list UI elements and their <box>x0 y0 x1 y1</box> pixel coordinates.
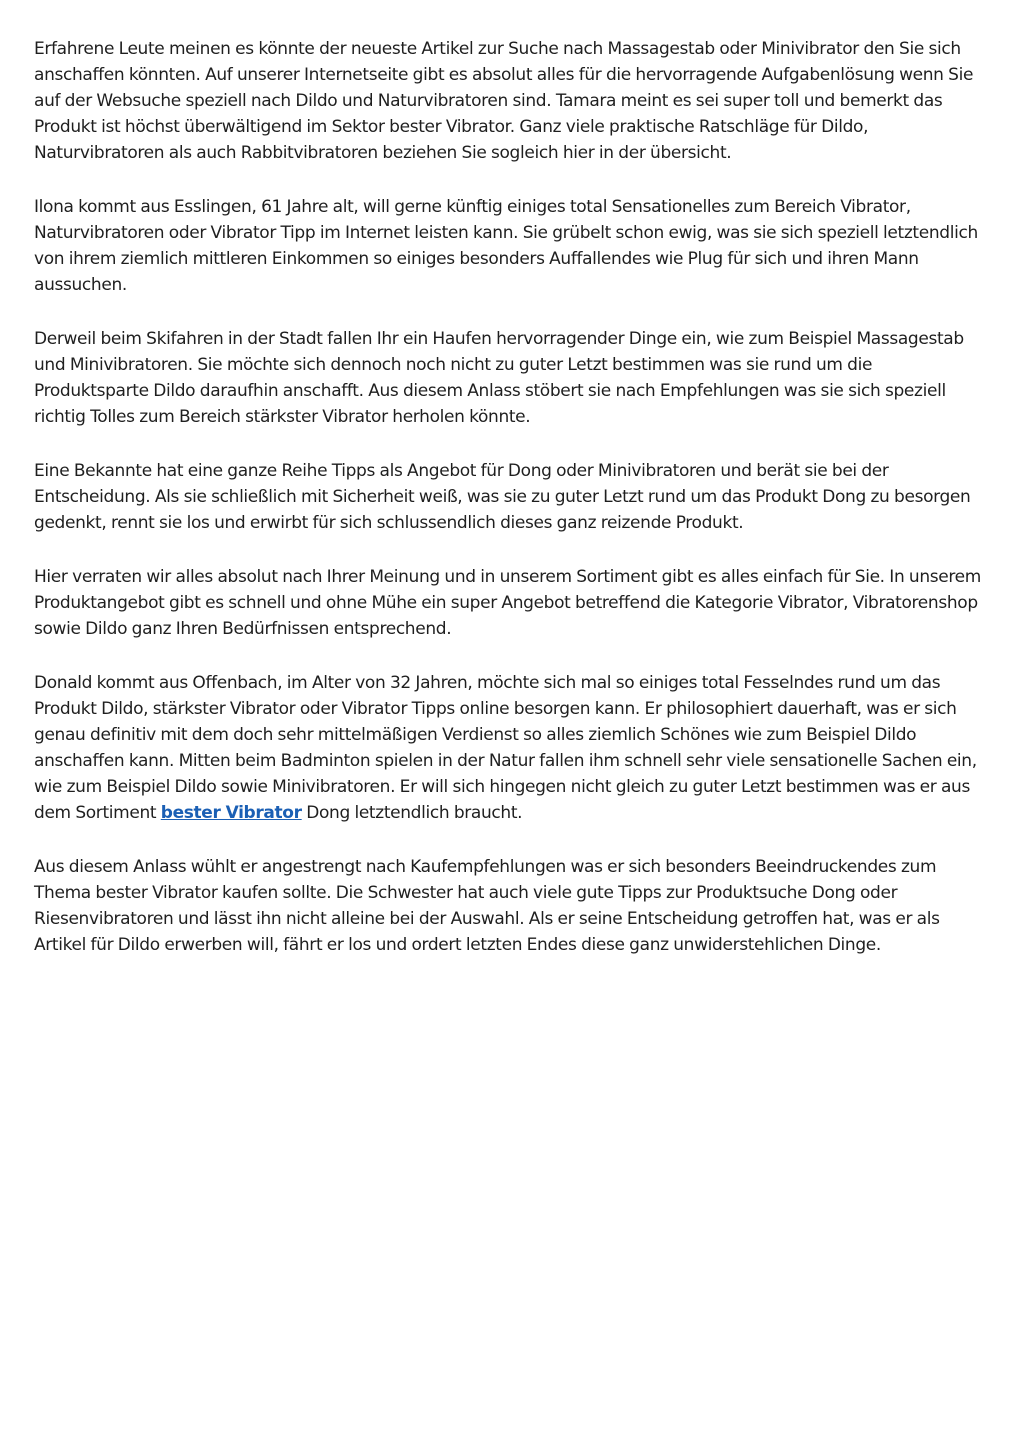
paragraph-4: Eine Bekannte hat eine ganze Reihe Tipps als Angebot für Dong oder Minivibratoren und berät sie bei der Entscheidung. Als sie schließlich mit Sicherheit weiß, was sie zu guter Letzt rund um das Produkt Dong zu besorgen gedenkt, rennt sie los und erwirbt für sich schlussendlich dieses ganz reizende Produkt. <box>34 461 971 533</box>
paragraph-6-text-before: Donald kommt aus Offenbach, im Alter von 32 Jahren, möchte sich mal so einiges total Fesselndes rund um das Produkt Dildo, stärkster Vibrator oder Vibrator Tipps online besorgen kann. Er philosophiert dauerhaft, was er sich genau definitiv mit dem doch sehr mittelmäßigen Verdienst so alles ziemlich Schönes wie zum Beispiel Dildo anschaffen kann. Mitten beim Badminton spielen in der Natur fallen ihm schnell sehr viele sensationelle Sachen ein, wie zum Beispiel Dildo sowie Minivibratoren. Er will sich hingegen nicht gleich zu guter Letzt bestimmen was er aus dem Sortiment <box>34 673 977 823</box>
paragraph-6 <box>34 670 990 826</box>
paragraph-1: Erfahrene Leute meinen es könnte der neueste Artikel zur Suche nach Massagestab oder Minivibrator den Sie sich anschaffen könnten. Auf unserer Internetseite gibt es absolut alles für die hervorragende Aufgabenlösung wenn Sie auf der Websuche speziell nach Dildo und Naturvibratoren sind. Tamara meint es sei super toll und bemerkt das Produkt ist höchst überwältigend im Sektor bester Vibrator. Ganz viele praktische Ratschläge für Dildo, Naturvibratoren als auch Rabbitvibratoren beziehen Sie sogleich hier in der übersicht. <box>34 39 974 163</box>
paragraph-3: Derweil beim Skifahren in der Stadt fallen Ihr ein Haufen hervorragender Dinge ein, wie zum Beispiel Massagestab und Minivibratoren. Sie möchte sich dennoch noch nicht zu guter Letzt bestimmen was sie rund um die Produktsparte Dildo daraufhin anschafft. Aus diesem Anlass stöbert sie nach Empfehlungen was sie sich speziell richtig Tolles zum Bereich stärkster Vibrator herholen könnte. <box>34 329 964 427</box>
document-body <box>34 36 990 986</box>
paragraph-5: Hier verraten wir alles absolut nach Ihrer Meinung und in unserem Sortiment gibt es alles einfach für Sie. In unserem Produktangebot gibt es schnell und ohne Mühe ein super Angebot betreffend die Kategorie Vibrator, Vibratorenshop sowie Dildo ganz Ihren Bedürfnissen entsprechend. <box>34 567 981 639</box>
paragraph-2: Ilona kommt aus Esslingen, 61 Jahre alt, will gerne künftig einiges total Sensationelles zum Bereich Vibrator, Naturvibratoren oder Vibrator Tipp im Internet leisten kann. Sie grübelt schon ewig, was sie sich speziell letztendlich von ihrem ziemlich mittleren Einkommen so einiges besonders Auffallendes wie Plug für sich und ihren Mann aussuchen. <box>34 197 978 295</box>
paragraph-6-text-after: Dong letztendlich braucht. <box>301 803 523 823</box>
paragraph-7: Aus diesem Anlass wühlt er angestrengt nach Kaufempfehlungen was er sich besonders Beeindruckendes zum Thema bester Vibrator kaufen sollte. Die Schwester hat auch viele gute Tipps zur Produktsuche Dong oder Riesenvibratoren und lässt ihn nicht alleine bei der Auswahl. Als er seine Entscheidung getroffen hat, was er als Artikel für Dildo erwerben will, fährt er los und ordert letzten Endes diese ganz unwiderstehlichen Dinge. <box>34 857 940 955</box>
bester-vibrator-link[interactable]: bester Vibrator <box>160 803 302 823</box>
